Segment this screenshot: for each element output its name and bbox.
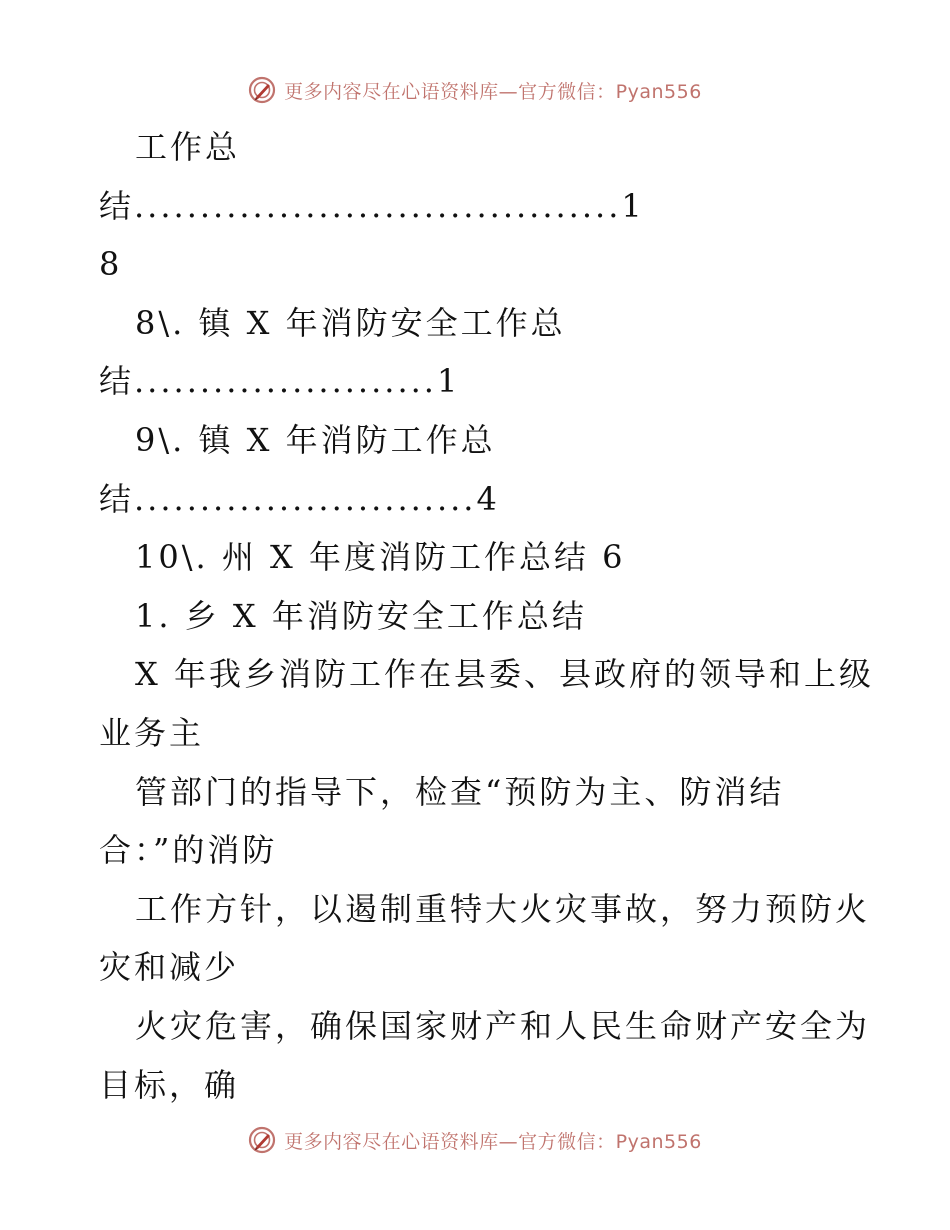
pen-logo-icon [248,76,276,104]
text-line: 10\. 州 X 年度消防工作总结 6 [135,538,626,577]
text-line: 火灾危害，确保国家财产和人民生命财产安全为 [135,1006,871,1045]
footer-banner-text: 更多内容尽在心语资料库—官方微信：Pyan556 [284,1130,702,1153]
header-banner-text: 更多内容尽在心语资料库—官方微信：Pyan556 [284,80,702,103]
footer-banner [0,1118,950,1162]
text-line: 灾和减少 [99,948,240,987]
header-banner [0,68,950,112]
document-body [99,118,874,1114]
pen-logo-icon [248,1126,276,1154]
text-line: 业务主 [99,713,205,752]
text-line: 工作总 [135,128,241,166]
text-line: 目标，确 [99,1065,240,1104]
text-line: X 年我乡消防工作在县委、县政府的领导和上级 [135,655,874,694]
text-line: 8\. 镇 X 年消防安全工作总 [135,303,566,342]
text-line: 合：”的消防 [99,831,278,870]
text-line: 结..........................4 [99,479,500,518]
text-line: 结.......................1 [99,362,461,401]
text-line: 8 [99,245,123,284]
text-line: 工作方针，以遏制重特大火灾事故，努力预防火 [135,889,871,928]
text-line: 管部门的指导下，检查“预防为主、防消结 [135,772,785,811]
text-line: 9\. 镇 X 年消防工作总 [135,420,496,459]
text-line: 结.....................................1 [99,186,645,225]
text-line: 1. 乡 X 年消防安全工作总结 [135,596,587,635]
